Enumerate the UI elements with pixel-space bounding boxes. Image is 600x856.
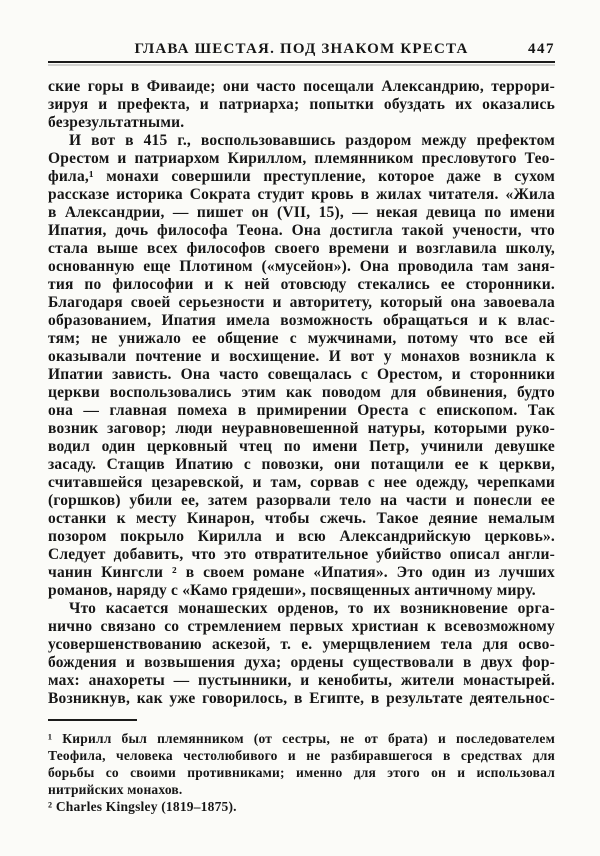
text-line: мах: анахореты — пустынники, и кенобиты, жители монастырей. bbox=[48, 672, 555, 689]
text-line: оказывали почтение и восхищение. И вот у монахов возникла к bbox=[48, 348, 555, 365]
text-line: церкви воспользовались этим как поводом для обвинения, будто bbox=[48, 384, 555, 401]
text-line: нитрийских монахов. bbox=[48, 782, 183, 797]
text-line: зируя и префекта, и патриарха; попытки обуздать их оказались bbox=[48, 96, 555, 113]
body-text bbox=[48, 78, 555, 708]
text-line: основанную еще Плотином («мусейон»). Она проводила там заня- bbox=[48, 258, 555, 275]
footnotes bbox=[48, 730, 555, 815]
text-line: Теофила, человека честолюбивого и не разбиравшегося в средствах для bbox=[48, 748, 555, 763]
text-line: чанин Кингсли ² в своем романе «Ипатия». Это один из лучших bbox=[48, 564, 555, 581]
text-line: фила,¹ монахи совершили преступление, которое даже в сухом bbox=[48, 168, 555, 185]
text-line: (горшков) убили ее, затем разорвали тело на части и понесли ее bbox=[48, 492, 555, 509]
footnote-rule bbox=[48, 719, 137, 721]
text-line: тия по философии и к ней отовсюду стекались ее сторонники. bbox=[48, 276, 555, 293]
text-line: нично связано со стремлением первых христиан к всевозможному bbox=[48, 618, 555, 635]
chapter-title: ГЛАВА ШЕСТАЯ. ПОД ЗНАКОМ КРЕСТА bbox=[134, 41, 469, 57]
running-header bbox=[48, 40, 555, 58]
text-line: Ипатия, дочь философа Теона. Она достигла такой учености, что bbox=[48, 222, 555, 239]
text-line: И вот в 415 г., воспользовавшись раздором между префектом bbox=[69, 132, 555, 149]
page-number: 447 bbox=[528, 41, 555, 57]
text-line: бождения и возвышения духа; ордены существовали в двух фор- bbox=[48, 654, 555, 671]
text-line: ские горы в Фиваиде; они часто посещали Александрию, террори- bbox=[48, 78, 555, 95]
text-line: Благодаря своей серьезности и авторитету, который она завоевала bbox=[48, 294, 555, 311]
text-line: тям; не унижало ее общение с мужчинами, потому что все ей bbox=[48, 330, 555, 347]
text-line: рассказе историка Сократа студит кровь в жилах читателя. «Жила bbox=[48, 186, 555, 203]
text-line: усовершенствованию аскезой, т. е. умерщвлением тела для осво- bbox=[48, 636, 555, 653]
text-line: безрезультатными. bbox=[48, 114, 185, 131]
text-line: считавшейся цезаревской, и там, сорвав с нее одежду, черепками bbox=[48, 474, 555, 491]
text-line: борьбы со своими противниками; именно для этого он и использовал bbox=[48, 765, 555, 780]
text-line: стала выше всех философов своего времени и возглавила школу, bbox=[48, 240, 555, 257]
text-line: Ипатии зависть. Она часто совещалась с Орестом, и сторонники bbox=[48, 366, 555, 383]
text-line: останки к месту Кинарон, чтобы сжечь. Такое деяние немалым bbox=[48, 510, 555, 527]
text-line: засаду. Стащив Ипатию с повозки, они потащили ее к церкви, bbox=[48, 456, 555, 473]
text-line: водил один церковный чтец по имени Петр, учинили девушке bbox=[48, 438, 555, 455]
text-line: она — главная помеха в примирении Ореста с епископом. Так bbox=[48, 402, 555, 419]
page-content bbox=[48, 40, 555, 815]
text-line: Возникнув, как уже говорилось, в Египте, в результате деятельнос- bbox=[48, 690, 555, 707]
text-line: позором покрыло Кирилла и всю Александрийскую церковь». bbox=[48, 528, 555, 545]
text-line: Орестом и патриархом Кириллом, племянником пресловутого Тео- bbox=[48, 150, 555, 167]
text-line: ² Charles Kingsley (1819–1875). bbox=[48, 799, 237, 814]
text-line: ¹ Кирилл был племянником (от сестры, не от брата) и последователем bbox=[48, 731, 555, 746]
text-line: Следует добавить, что это отвратительное убийство описал англи- bbox=[48, 546, 555, 563]
text-line: образованием, Ипатия имела возможность обращаться и к влас- bbox=[48, 312, 555, 329]
text-line: в Александрии, — пишет он (VII, 15), — некая девица по имени bbox=[48, 204, 555, 221]
header-rule bbox=[48, 61, 555, 63]
text-line: Что касается монашеских орденов, то их возникновение орга- bbox=[69, 600, 555, 617]
text-line: возник заговор; люди неуравновешенной натуры, которыми руко- bbox=[48, 420, 555, 437]
text-line: романов, наряду с «Камо грядеши», посвященных античному миру. bbox=[48, 582, 536, 599]
